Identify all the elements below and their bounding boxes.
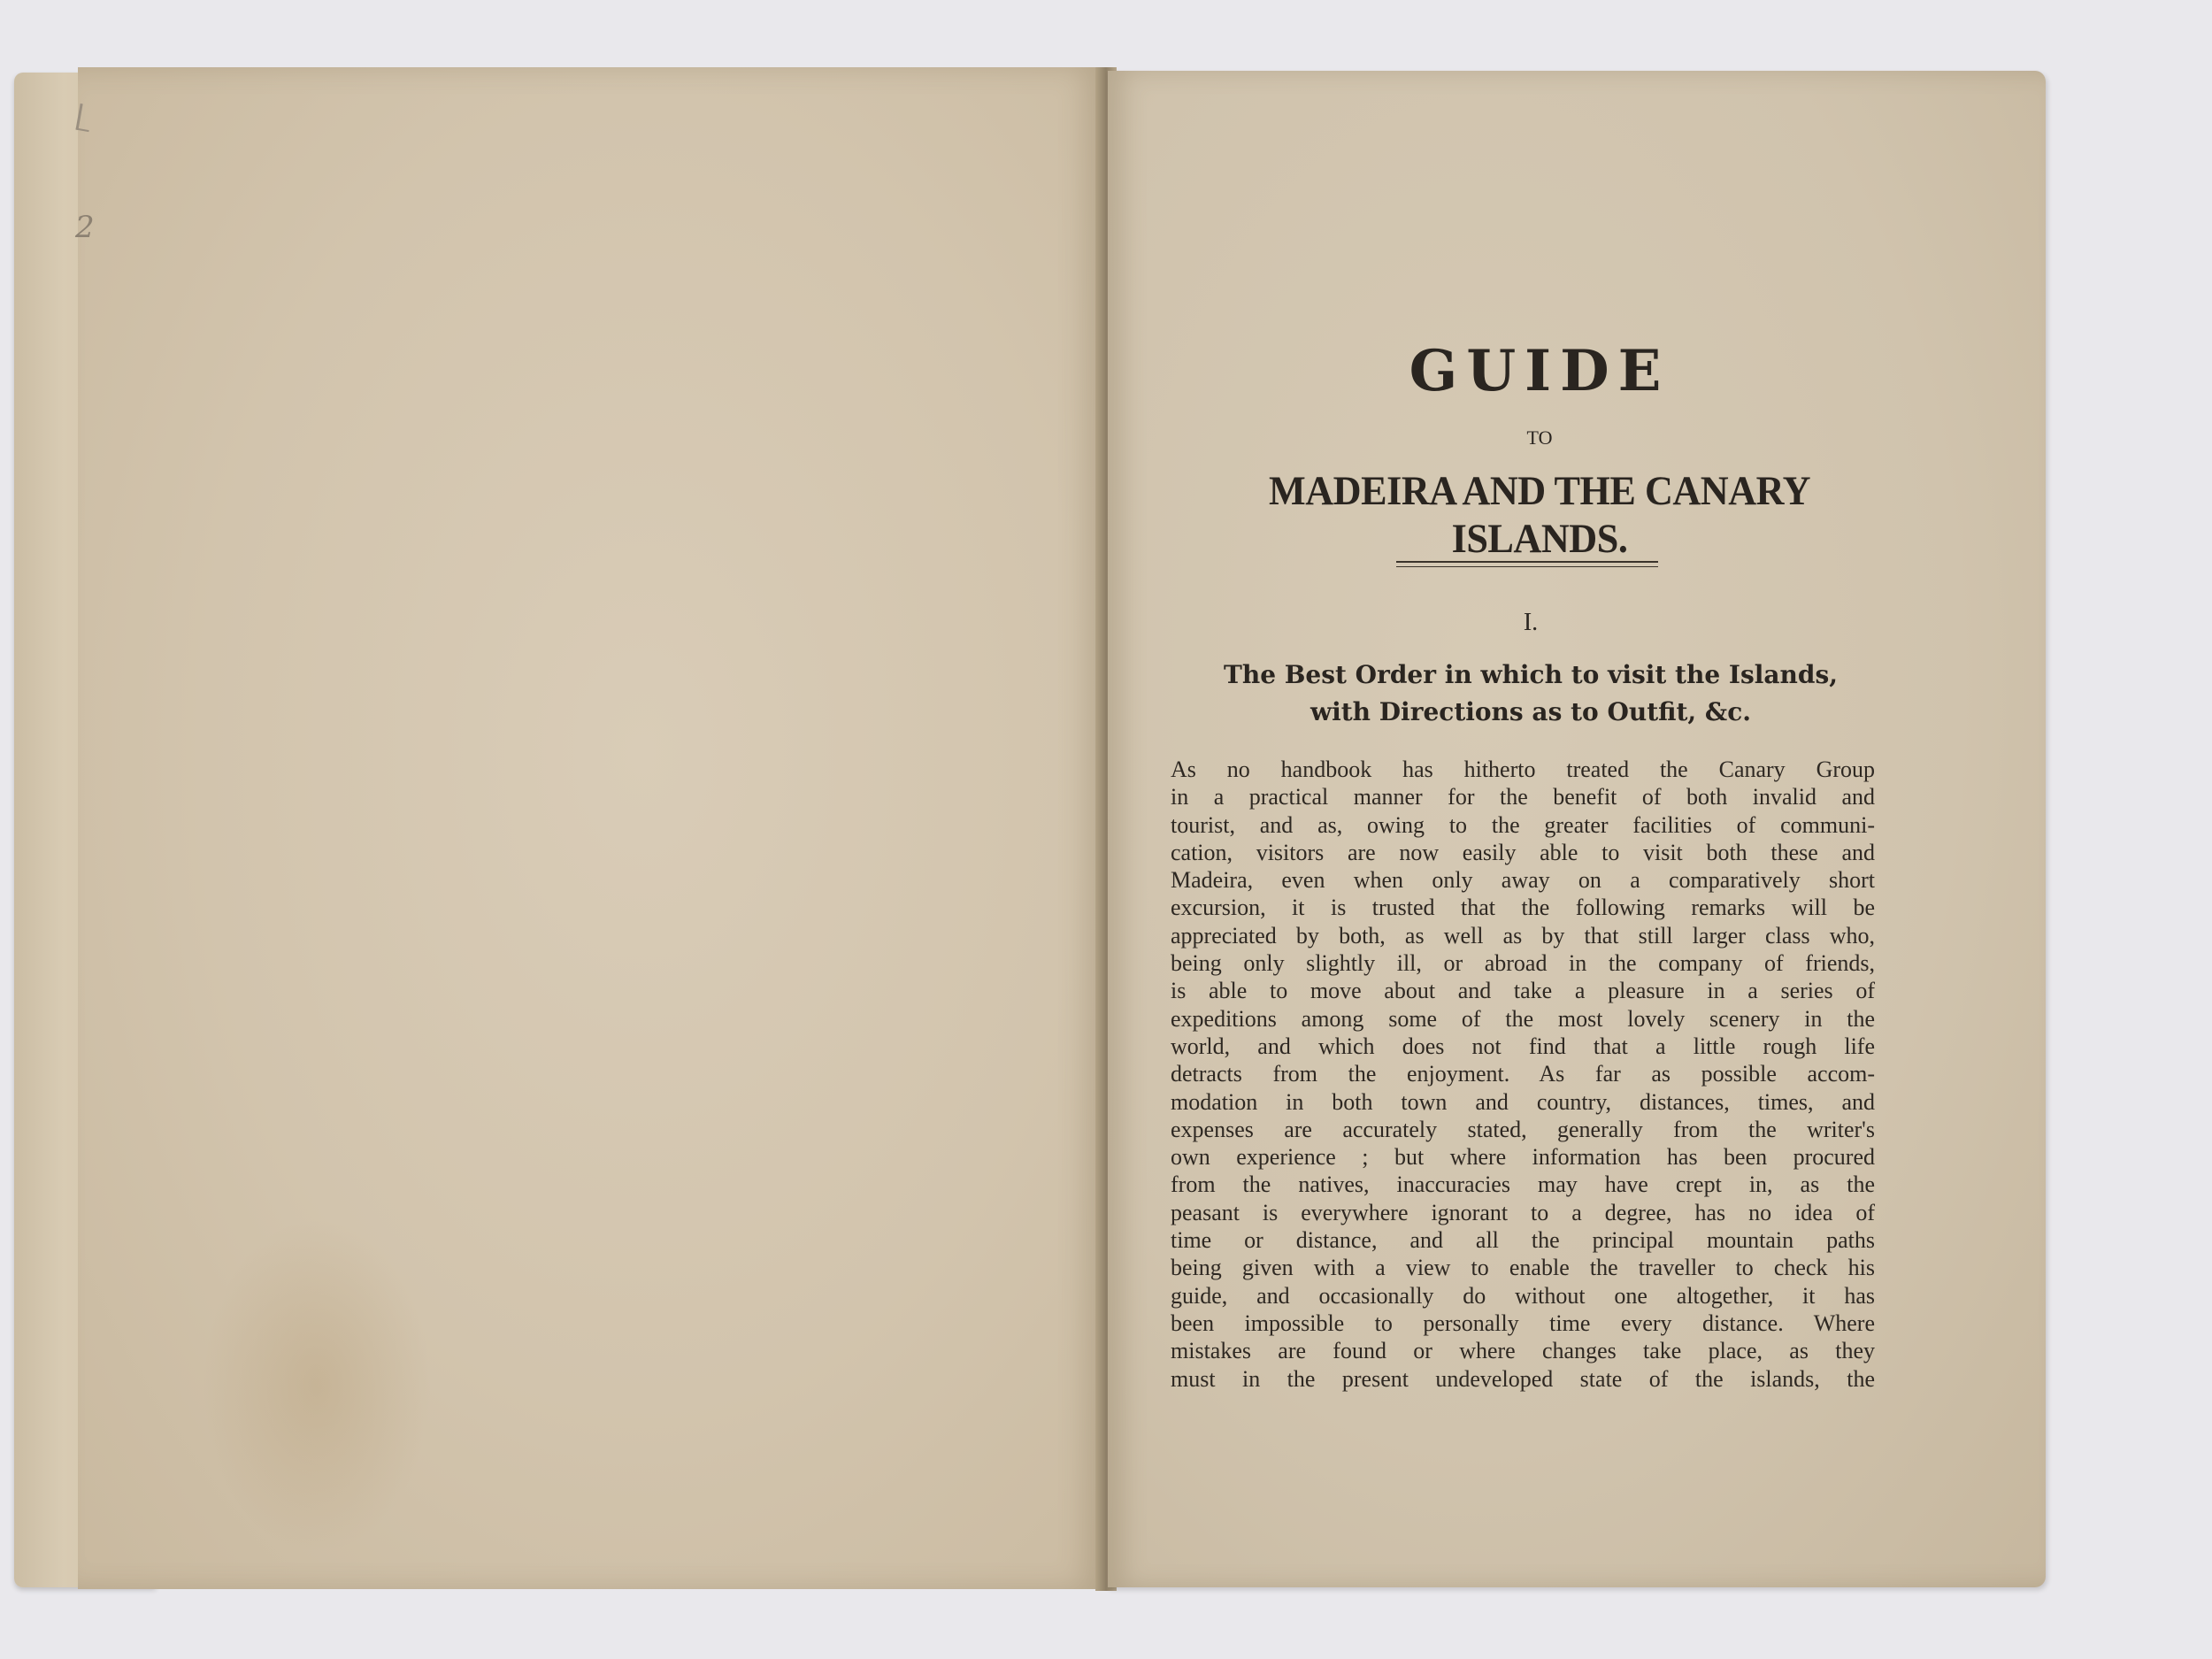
- section-title-line: with Directions as to Outfit, &c.: [1310, 697, 1751, 726]
- body-line: time or distance, and all the principal mountain paths: [1171, 1227, 1875, 1254]
- body-line: world, and which does not find that a little rough life: [1171, 1033, 1875, 1059]
- body-line: mistakes are found or where changes take place, as they: [1171, 1338, 1875, 1364]
- body-line: must in the present undeveloped state of the islands, the: [1171, 1365, 1875, 1392]
- body-line: tourist, and as, owing to the greater facilities of communi-: [1171, 811, 1875, 838]
- body-line: in a practical manner for the benefit of both invalid and: [1171, 784, 1875, 810]
- body-line: appreciated by both, as well as by that still larger class who,: [1171, 922, 1875, 949]
- section-number: I.: [1523, 609, 1539, 636]
- body-line: modation in both town and country, distances, times, and: [1171, 1088, 1875, 1115]
- body-line: detracts from the enjoyment. As far as possible accom-: [1171, 1061, 1875, 1087]
- body-line: being given with a view to enable the traveller to check his: [1171, 1255, 1875, 1281]
- page-subtitle: MADEIRA AND THE CANARY ISLANDS.: [1269, 468, 1810, 562]
- body-line: own experience ; but where information has been procured: [1171, 1144, 1875, 1171]
- body-line: excursion, it is trusted that the following remarks will be: [1171, 895, 1875, 921]
- section-title-line: The Best Order in which to visit the Islands,: [1224, 660, 1838, 689]
- page-stain: [202, 1217, 432, 1554]
- pencil-page-number: 2: [75, 210, 95, 245]
- body-line: peasant is everywhere ignorant to a degree, has no idea of: [1171, 1199, 1875, 1225]
- body-paragraph: [1171, 756, 1875, 1393]
- title-divider-rule: [1396, 561, 1658, 567]
- body-line: is able to move about and take a pleasure in a series of: [1171, 978, 1875, 1004]
- body-line: been impossible to personally time every distance. Where: [1171, 1310, 1875, 1336]
- body-line: guide, and occasionally do without one altogether, it has: [1171, 1282, 1875, 1309]
- title-connector: TO: [1526, 426, 1553, 449]
- body-line: cation, visitors are now easily able to visit both these and: [1171, 839, 1875, 865]
- page-title: GUIDE: [1409, 338, 1671, 404]
- body-line: As no handbook has hitherto treated the Canary Group: [1171, 757, 1875, 782]
- body-line: expeditions among some of the most lovely scenery in the: [1171, 1005, 1875, 1032]
- body-line: being only slightly ill, or abroad in the company of friends,: [1171, 950, 1875, 977]
- left-page-blank: [78, 67, 1104, 1589]
- section-title: [1159, 657, 1902, 731]
- body-line: Madeira, even when only away on a comparatively short: [1171, 867, 1875, 894]
- body-line: from the natives, inaccuracies may have crept in, as the: [1171, 1171, 1875, 1198]
- body-line: expenses are accurately stated, generally from the writer's: [1171, 1116, 1875, 1142]
